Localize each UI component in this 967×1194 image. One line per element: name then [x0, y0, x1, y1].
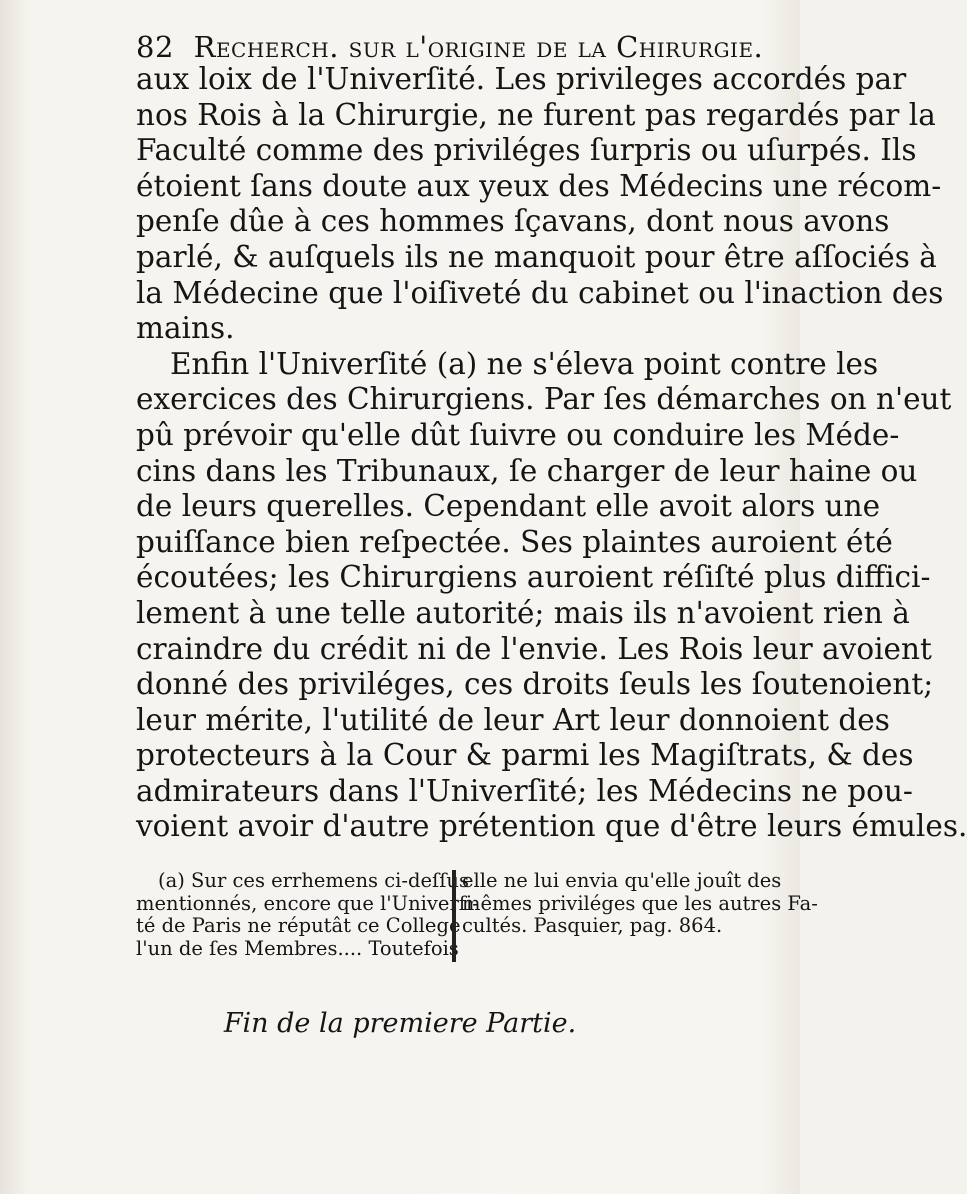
- text-line: mains.: [136, 311, 235, 346]
- column-divider: [452, 870, 456, 962]
- text-line: penſe dûe à ces hommes ſçavans, dont nous avons: [136, 204, 890, 239]
- text-line: de leurs querelles. Cependant elle avoit alors une: [136, 489, 881, 524]
- text-line: nos Rois à la Chirurgie, ne furent pas regardés par la: [136, 97, 936, 132]
- running-title: Recherch. sur l'origine de la Chirurgie.: [193, 30, 764, 64]
- text-line: aux loix de l'Univerſité. Les privileges accordés par: [136, 62, 907, 96]
- footnote: [136, 869, 818, 962]
- footnote-line: elle ne lui envia qu'elle jouît des: [462, 869, 782, 892]
- text-line: la Médecine que l'oiſiveté du cabinet ou l'inaction des: [136, 275, 944, 310]
- text-line: étoient ſans doute aux yeux des Médecins une récom-: [136, 168, 942, 203]
- footnote-line: mêmes priviléges que les autres Fa-: [462, 891, 818, 915]
- text-line: leur mérite, l'utilité de leur Art leur donnoient des: [136, 702, 890, 737]
- text-line: protecteurs à la Cour & parmi les Magiſtrats, & des: [136, 738, 914, 773]
- page-header: [136, 30, 776, 64]
- text-line: voient avoir d'autre prétention que d'être leurs émules.: [136, 809, 967, 844]
- text-line: donné des priviléges, ces droits ſeuls les ſoutenoient;: [136, 667, 934, 702]
- text-line: admirateurs dans l'Univerſité; les Médecins ne pou-: [136, 773, 913, 808]
- text-line: exercices des Chirurgiens. Par ſes démarches on n'eut: [136, 382, 952, 417]
- text-line: Enfin l'Univerſité (a) ne s'éleva point contre les: [170, 346, 879, 381]
- text-line: écoutées; les Chirurgiens auroient réſiſté plus diffici-: [136, 560, 931, 595]
- text-line: cins dans les Tribunaux, ſe charger de leur haine ou: [136, 453, 918, 488]
- footnote-right-column: [462, 869, 818, 962]
- footnote-line: té de Paris ne réputât ce College: [136, 914, 461, 937]
- text-line: parlé, & auſquels ils ne manquoit pour être aſſociés à: [136, 239, 937, 274]
- footnote-left-column: [136, 869, 479, 962]
- footnote-line: cultés. Pasquier, pag. 864.: [462, 914, 723, 937]
- footnote-line: l'un de ſes Membres.... Toutefois: [136, 936, 459, 960]
- text-line: Faculté comme des priviléges ſurpris ou uſurpés. Ils: [136, 133, 917, 168]
- footnote-line: mentionnés, encore que l'Univerſi-: [136, 891, 479, 915]
- page-number: 82: [136, 30, 174, 64]
- footnote-line: (a) Sur ces errhemens ci-deſſus: [158, 869, 469, 892]
- body-text: [136, 62, 967, 845]
- part-end-heading: Fin de la premiere Partie.: [223, 1008, 577, 1039]
- text-line: lement à une telle autorité; mais ils n'avoient rien à: [136, 595, 910, 630]
- text-line: craindre du crédit ni de l'envie. Les Rois leur avoient: [136, 631, 932, 666]
- text-line: puiſſance bien reſpectée. Ses plaintes auroient été: [136, 524, 893, 559]
- text-line: pû prévoir qu'elle dût ſuivre ou conduire les Méde-: [136, 417, 900, 452]
